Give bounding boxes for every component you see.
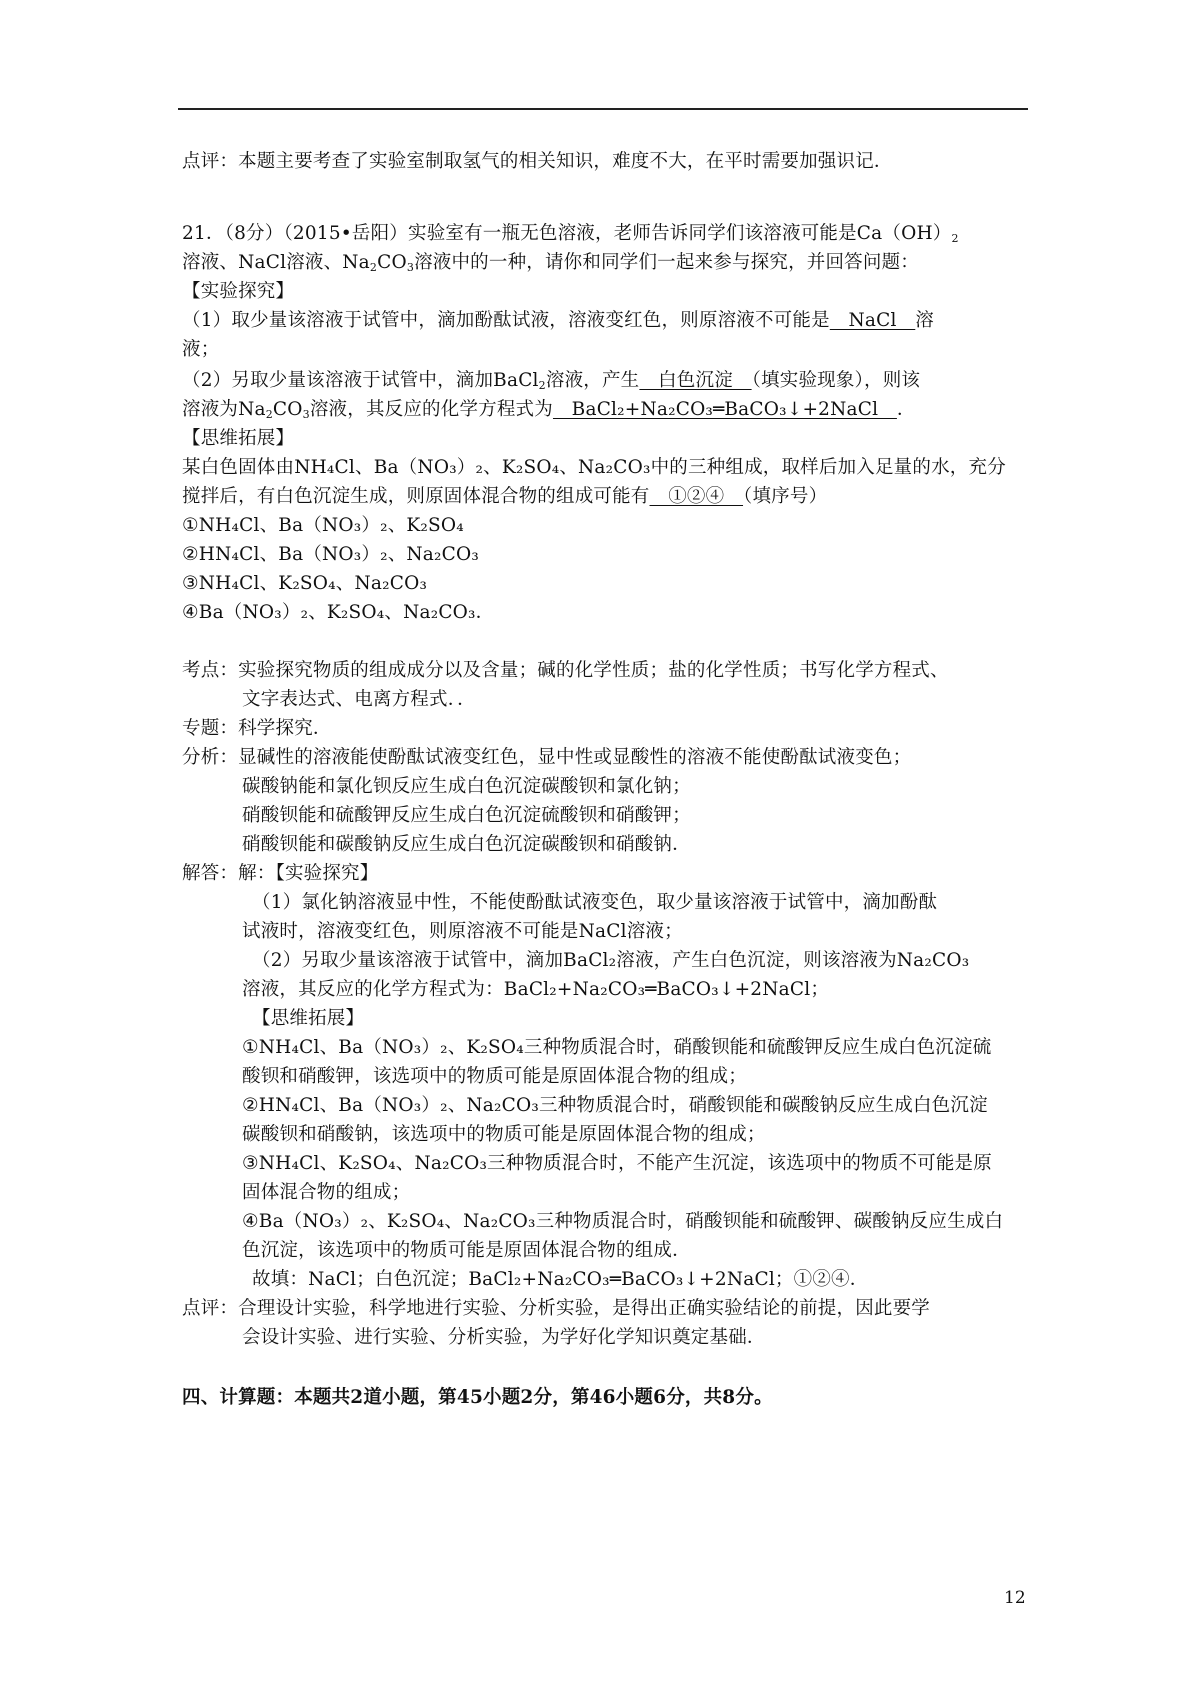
- q21-part1: （1）取少量该溶液于试管中，滴加酚酞试液，溶液变红色，则原溶液不可能是 NaCl 溶: [182, 310, 934, 331]
- answer-precipitate: 白色沉淀: [639, 370, 752, 391]
- jieda-heading: 解答：解：【实验探究】: [182, 863, 379, 884]
- answer-options: ①②④: [649, 486, 744, 507]
- header-rule: [178, 108, 1028, 110]
- section-experiment: 【实验探究】: [182, 281, 295, 302]
- fenxi-line1: 分析：显碱性的溶液能使酚酞试液变红色，显中性或显酸性的溶液不能使酚酞试液变色；: [182, 747, 912, 768]
- page-number: 12: [1004, 1588, 1026, 1608]
- answer-nacl: NaCl: [829, 310, 916, 331]
- previous-comment: 点评：本题主要考查了实验室制取氢气的相关知识，难度不大，在平时需要加强识记．: [182, 151, 893, 172]
- jieda-line5: 【思维拓展】: [252, 1008, 365, 1029]
- jieda-line11: 固体混合物的组成；: [242, 1182, 411, 1203]
- jieda-line3: （2）另取少量该溶液于试管中，滴加BaCl₂溶液，产生白色沉淀，则该溶液为Na₂CO₃: [252, 950, 970, 971]
- jieda-line8: ②HN₄Cl、Ba（NO₃）₂、Na₂CO₃三种物质混合时，硝酸钡能和碳酸钠反应生成白色沉淀: [242, 1095, 988, 1116]
- dianping-line2: 会设计实验、进行实验、分析实验，为学好化学知识奠定基础．: [242, 1327, 766, 1348]
- q21-part1-cont: 液；: [182, 339, 220, 360]
- fenxi-line4: 硝酸钡能和碳酸钠反应生成白色沉淀碳酸钡和硝酸钠．: [242, 834, 691, 855]
- jieda-line10: ③NH₄Cl、K₂SO₄、Na₂CO₃三种物质混合时，不能产生沉淀，该选项中的物质不可能是原: [242, 1153, 992, 1174]
- option-4: ④Ba（NO₃）₂、K₂SO₄、Na₂CO₃．: [182, 602, 495, 623]
- q21-heading-line1: 21．（8分）（2015•岳阳）实验室有一瓶无色溶液，老师告诉同学们该溶液可能是$Ca(OH)_2$: [182, 223, 959, 245]
- q21-extension-line1: 某白色固体由NH₄Cl、Ba（NO₃）₂、K₂SO₄、Na₂CO₃中的三种组成，取样后加入足量的水，充分: [182, 457, 1006, 478]
- fenxi-line3: 硝酸钡能和硫酸钾反应生成白色沉淀硫酸钡和硝酸钾；: [242, 805, 691, 826]
- zhuanti: 专题：科学探究．: [182, 718, 332, 739]
- dianping-line1: 点评：合理设计实验，科学地进行实验、分析实验，是得出正确实验结论的前提，因此要学: [182, 1298, 931, 1319]
- jieda-line2: 试液时，溶液变红色，则原溶液不可能是NaCl溶液；: [242, 921, 683, 942]
- jieda-line9: 碳酸钡和硝酸钠，该选项中的物质可能是原固体混合物的组成；: [242, 1124, 766, 1145]
- jieda-line6: ①NH₄Cl、Ba（NO₃）₂、K₂SO₄三种物质混合时，硝酸钡能和硫酸钾反应生成白色沉淀硫: [242, 1037, 992, 1058]
- section4-heading: 四、计算题：本题共2道小题，第45小题2分，第46小题6分，共8分。: [182, 1387, 773, 1408]
- section-thinking: 【思维拓展】: [182, 428, 295, 449]
- jieda-line13: 色沉淀，该选项中的物质可能是原固体混合物的组成．: [242, 1240, 691, 1261]
- fenxi-line2: 碳酸钠能和氯化钡反应生成白色沉淀碳酸钡和氯化钠；: [242, 776, 691, 797]
- kaodian-line2: 文字表达式、电离方程式．．: [242, 689, 476, 710]
- q21-heading-line2: 溶液、NaCl溶液、$Na_2CO_3$溶液中的一种，请你和同学们一起来参与探究，并回答问题：: [182, 252, 919, 274]
- q21-part2: （2）另取少量该溶液于试管中，滴加BaCl$_2$溶液，产生 白色沉淀 （填实验现象），则该: [182, 370, 921, 392]
- kaodian-line1: 考点：实验探究物质的组成成分以及含量；碱的化学性质；盐的化学性质；书写化学方程式、: [182, 660, 949, 681]
- option-1: ①NH₄Cl、Ba（NO₃）₂、K₂SO₄: [182, 515, 464, 536]
- answer-equation: BaCl₂+Na₂CO₃═BaCO₃↓+2NaCl: [552, 399, 897, 420]
- jieda-line14: 故填：NaCl；白色沉淀；BaCl₂+Na₂CO₃═BaCO₃↓+2NaCl；①②④．: [252, 1269, 869, 1290]
- q21-part2-cont: 溶液为$Na_2CO_3$溶液，其反应的化学方程式为 BaCl₂+Na₂CO₃═BaCO₃↓+2NaCl ．: [182, 399, 916, 421]
- q21-extension-line2: 搅拌后，有白色沉淀生成，则原固体混合物的组成可能有 ①②④ （填序号）: [182, 486, 828, 507]
- jieda-line12: ④Ba（NO₃）₂、K₂SO₄、Na₂CO₃三种物质混合时，硝酸钡能和硫酸钾、碳酸钠反应生成白: [242, 1211, 1004, 1232]
- jieda-line4: 溶液，其反应的化学方程式为：BaCl₂+Na₂CO₃═BaCO₃↓+2NaCl；: [242, 979, 830, 1000]
- option-3: ③NH₄Cl、K₂SO₄、Na₂CO₃: [182, 573, 428, 594]
- option-2: ②HN₄Cl、Ba（NO₃）₂、Na₂CO₃: [182, 544, 479, 565]
- jieda-line1: （1）氯化钠溶液显中性，不能使酚酞试液变色，取少量该溶液于试管中，滴加酚酞: [252, 892, 938, 913]
- jieda-line7: 酸钡和硝酸钾，该选项中的物质可能是原固体混合物的组成；: [242, 1066, 747, 1087]
